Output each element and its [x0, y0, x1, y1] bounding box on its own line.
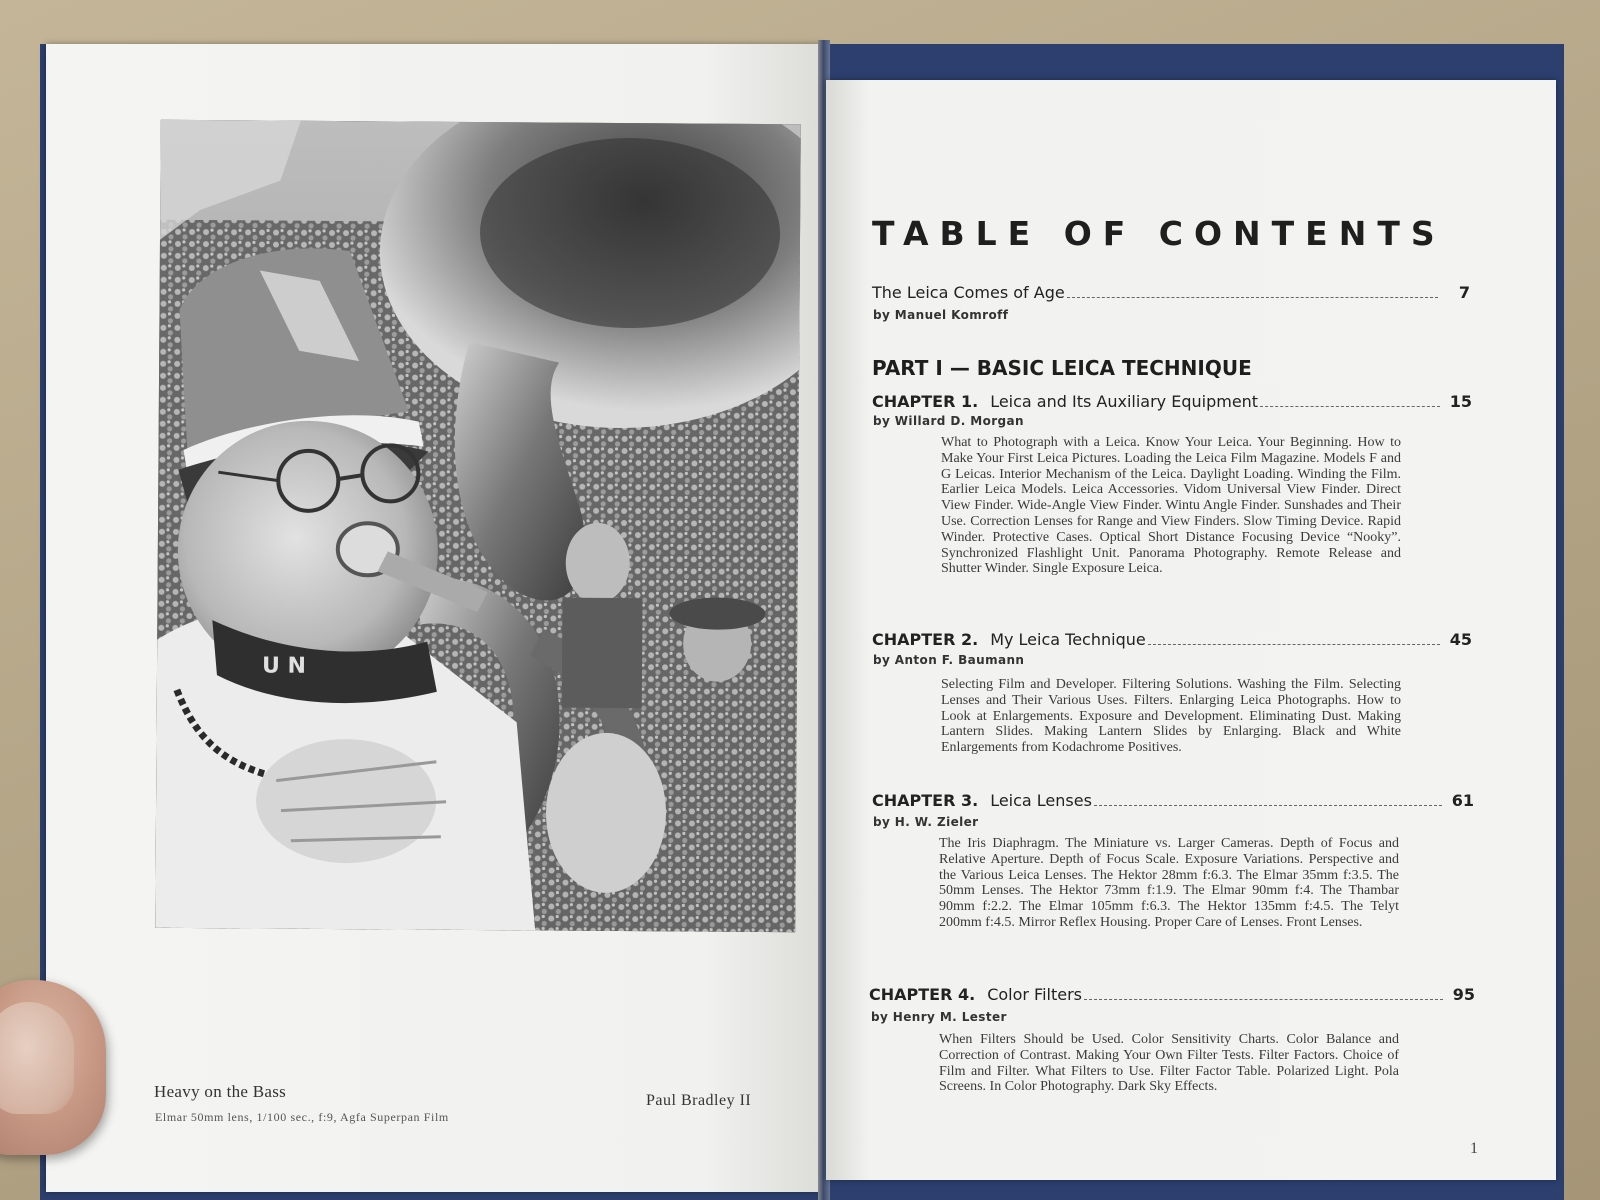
chapter-page-number: 45 [1449, 630, 1472, 649]
chapter-title: Leica and Its Auxiliary Equipment [990, 392, 1259, 411]
photo-caption-specs: Elmar 50mm lens, 1/100 sec., f:9, Agfa Superpan Film [155, 1110, 449, 1124]
dot-leader [1148, 643, 1440, 645]
part-heading: PART I — BASIC LEICA TECHNIQUE [872, 356, 1252, 380]
photo-illustration [155, 120, 801, 932]
dot-leader [1084, 998, 1443, 1000]
dot-leader [1067, 296, 1438, 298]
chapter-description: The Iris Diaphragm. The Miniature vs. Larger Cameras. Depth of Focus and Relative Aperture. Depth of Focus Scale. Exposure Variations. Perspective and the Various Leica Lenses. The Hektor 28mm f:6.3. The Elmar 35mm f:3.5. The 50mm Lenses. The Hektor 73mm f:1.9. The Elmar 90mm f:4. The Thambar 90mm f:2.2. The Elmar 105mm f:6.3. The Hektor 135mm f:4.5. The Telyt 200mm f:4.5. Mirror Reflex Housing. Proper Care of Lenses. Front Lenses. [939, 836, 1399, 930]
chapter-label: CHAPTER 4. [869, 985, 976, 1004]
chapter-description: Selecting Film and Developer. Filtering Solutions. Washing the Film. Selecting Lenses and Their Various Uses. Filters. Enlarging Leica Photographs. How to Look at Enlargements. Exposure and Development. Eliminating Dust. Making Lantern Slides. Making Lantern Slides by Enlarging. Black and White Enlargements from Kodachrome Positives. [941, 677, 1401, 756]
toc-entry-chapter-3 [872, 791, 1474, 810]
chapter-description: What to Photograph with a Leica. Know Your Leica. Your Beginning. How to Make Your First Leica Pictures. Loading the Leica Film Magazine. Models F and G Leicas. Interior Mechanism of the Leica. Daylight Loading. Winding the Film. Earlier Leica Models. Leica Accessories. Vidom Universal View Finder. Direct View Finder. Wide-Angle View Finder. Wintu Angle Finder. Sunshades and Their Use. Correction Lenses for Range and View Finders. Slow Timing Device. Rapid Winder. Protective Cases. Optical Short Distance Focusing Device “Nooky”. Synchronized Flashlight Unit. Panorama Photography. Remote Release and Shutter Winder. Single Exposure Leica. [941, 435, 1401, 577]
chapter-label: CHAPTER 3. [872, 791, 979, 810]
toc-entry-intro [872, 283, 1470, 302]
photo-caption-title: Heavy on the Bass [154, 1082, 287, 1101]
chapter-label: CHAPTER 2. [872, 630, 979, 649]
chapter-page-number: 61 [1451, 791, 1474, 810]
toc-heading: TABLE OF CONTENTS [872, 214, 1446, 253]
photo-credit: Paul Bradley II [646, 1092, 752, 1109]
thumbnail-nail [0, 1002, 74, 1114]
chapter-label: CHAPTER 1. [872, 392, 979, 411]
collar-letters: U N [261, 653, 307, 679]
toc-entry-chapter-1 [872, 392, 1472, 411]
tuba-player-photo [155, 120, 801, 932]
thumb [0, 980, 106, 1155]
page-number: 1 [1470, 1140, 1478, 1157]
toc-page-number: 7 [1458, 283, 1470, 302]
chapter-author: by Henry M. Lester [871, 1010, 1007, 1024]
chapter-title: Color Filters [987, 985, 1083, 1004]
chapter-title: Leica Lenses [990, 791, 1092, 810]
chapter-title: My Leica Technique [990, 630, 1146, 649]
dot-leader [1260, 405, 1440, 407]
dot-leader [1094, 804, 1442, 806]
toc-entry-chapter-2 [872, 630, 1472, 649]
chapter-author: by H. W. Zieler [873, 815, 979, 829]
toc-entry-title: The Leica Comes of Age [872, 283, 1065, 302]
chapter-description: When Filters Should be Used. Color Sensitivity Charts. Color Balance and Correction of Contrast. Making Your Own Filter Tests. Filter Factors. Choice of Film and Filter. What Filters to Use. Filter Factor Table. Polarized Light. Pola Screens. In Color Photography. Dark Sky Effects. [939, 1032, 1399, 1095]
chapter-author: by Anton F. Baumann [873, 653, 1025, 667]
chapter-page-number: 15 [1449, 392, 1472, 411]
toc-entry-chapter-4 [869, 985, 1475, 1004]
chapter-page-number: 95 [1452, 985, 1475, 1004]
chapter-author: by Willard D. Morgan [873, 414, 1024, 428]
toc-entry-author: by Manuel Komroff [873, 308, 1009, 322]
